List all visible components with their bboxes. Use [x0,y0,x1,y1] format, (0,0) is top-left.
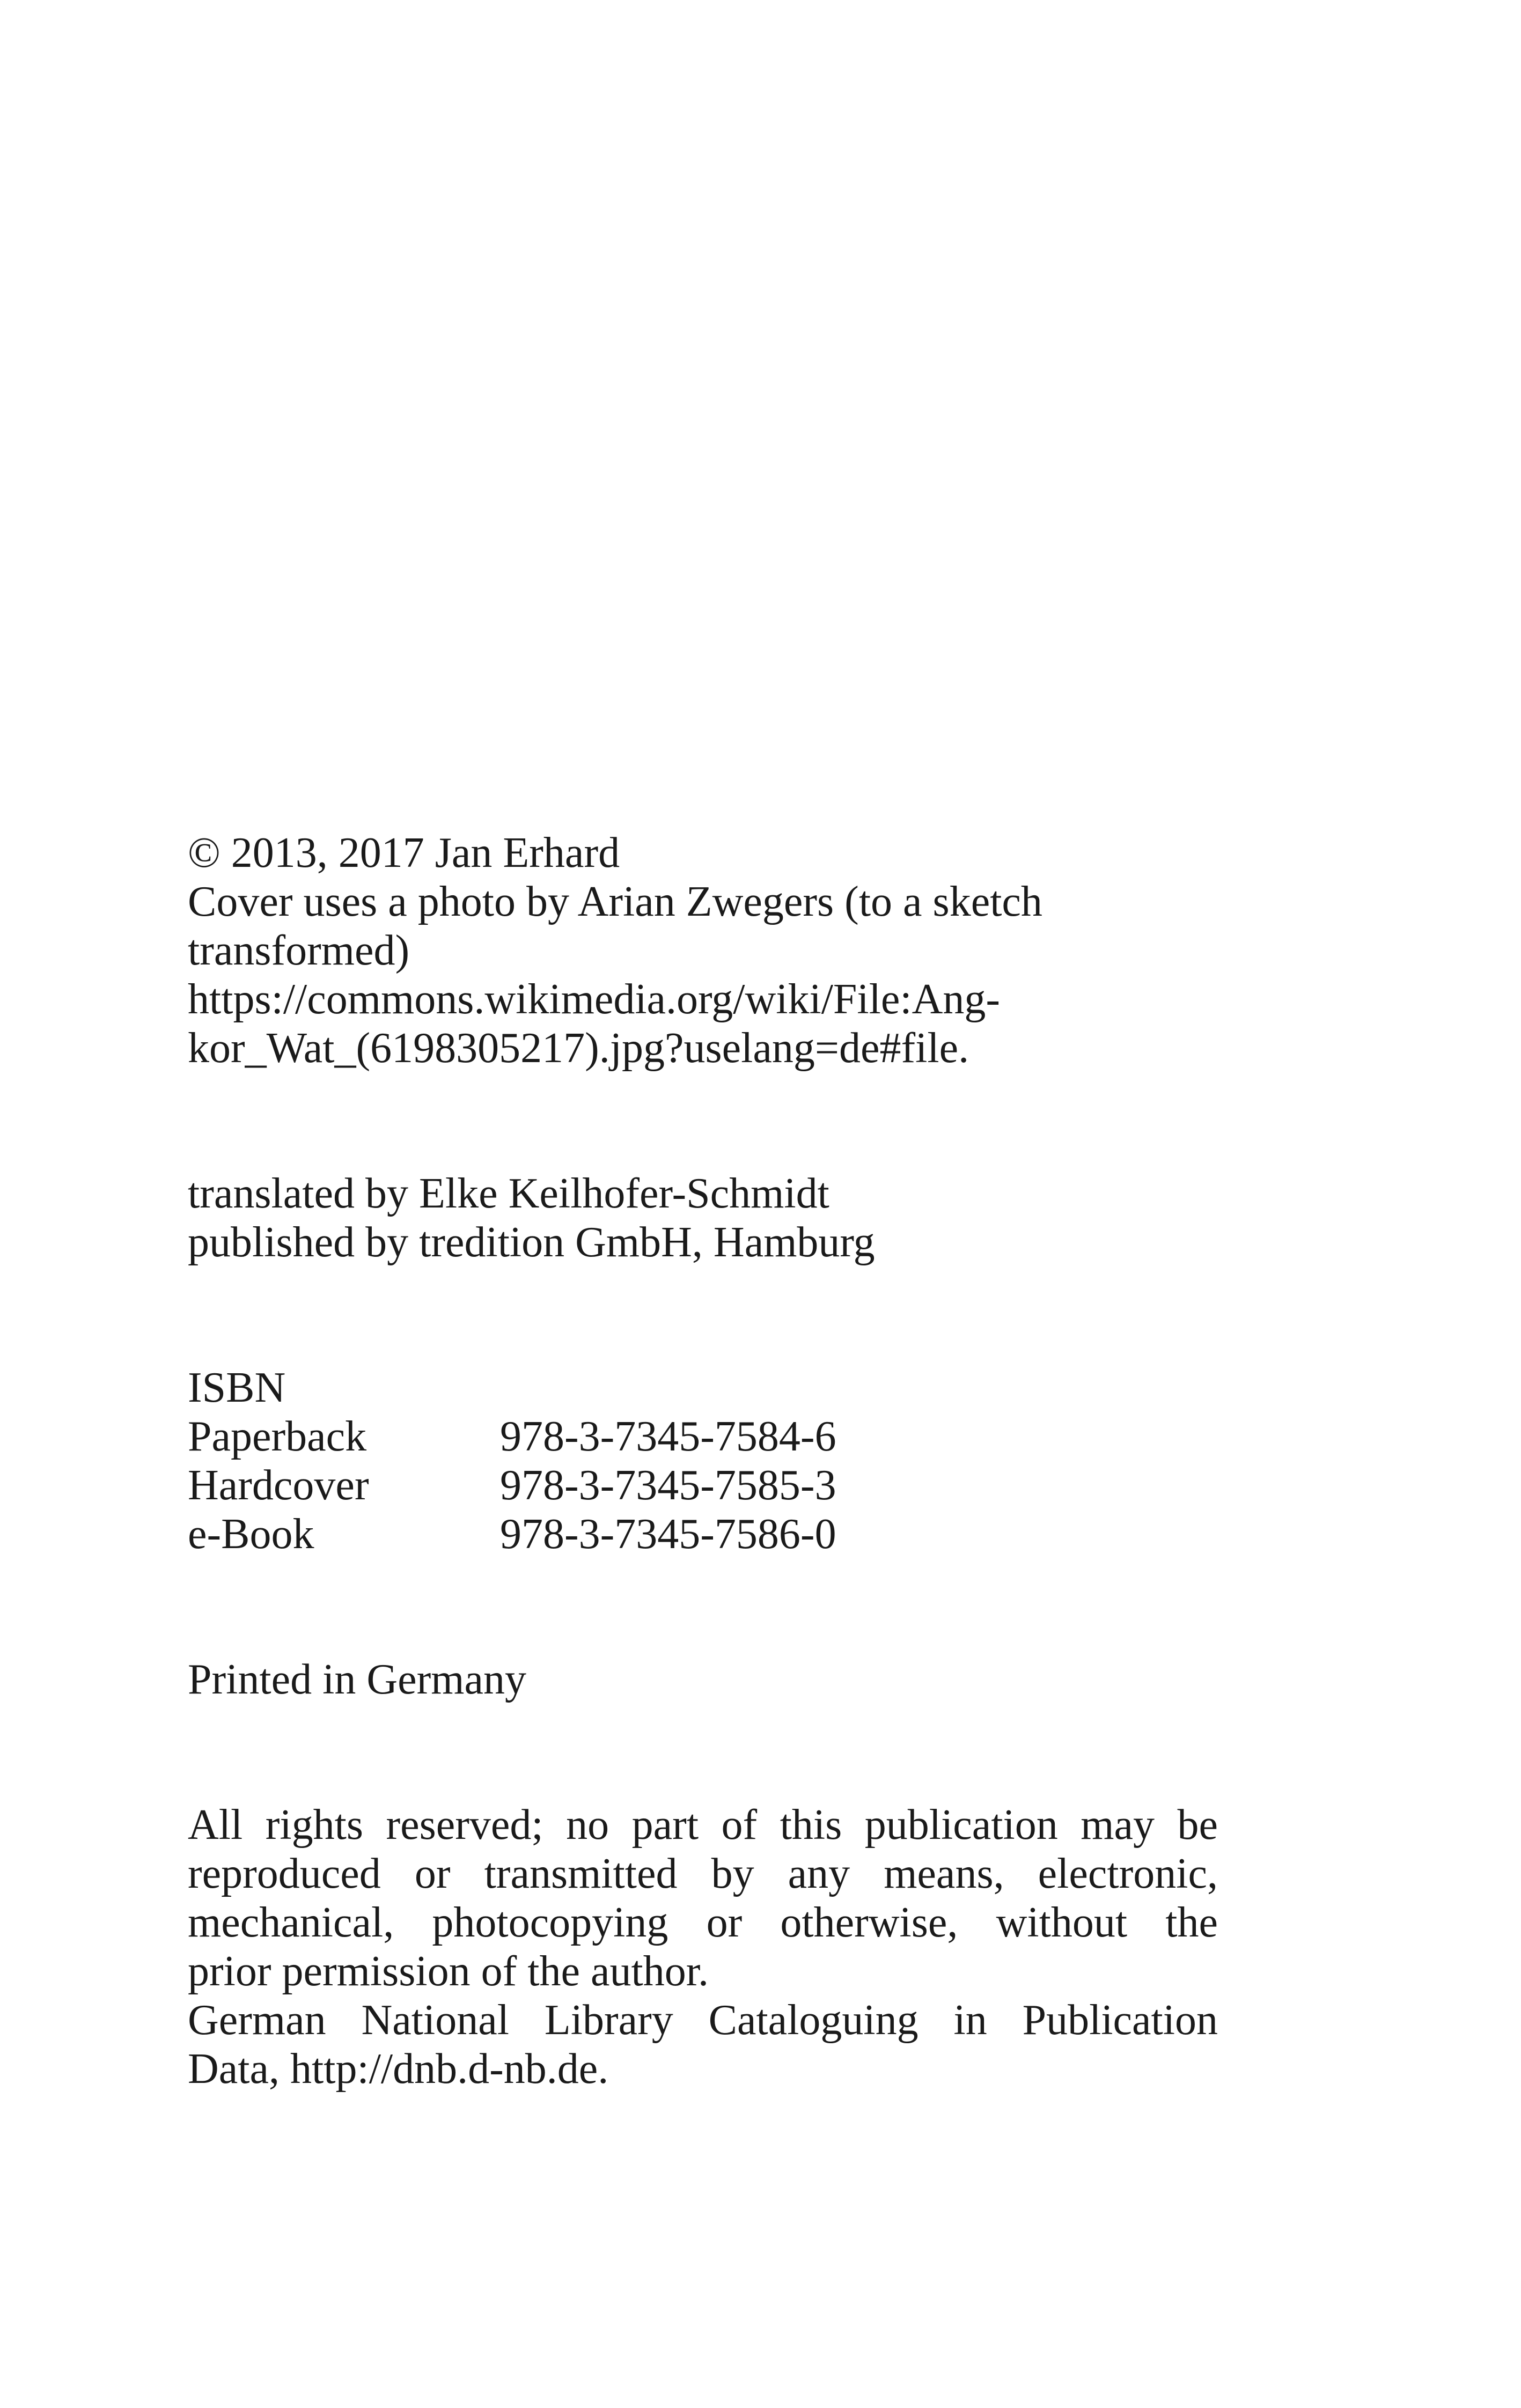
isbn-heading: ISBN [188,1364,286,1411]
rights-line-6: Data, http://dnb.d-nb.de. [188,2045,609,2093]
copyright-line: © 2013, 2017 Jan Erhard [188,829,620,877]
credits-block [188,1169,1218,1267]
isbn-number: 978-3-7345-7586-0 [500,1511,836,1558]
rights-line-4: prior permission of the author. [188,1948,709,1995]
isbn-number: 978-3-7345-7585-3 [500,1462,836,1509]
imprint-text [188,829,1218,2094]
copyright-block [188,829,1218,1073]
rights-line-5: German National Library Cataloguing in Publication [188,1997,1218,2044]
cover-url-line-1: https://commons.wikimedia.org/wiki/File:Ang- [188,976,1001,1023]
rights-line-1: All rights reserved; no part of this publication may be [188,1801,1218,1849]
cover-credit-line-2: transformed) [188,927,410,974]
translator-line: translated by Elke Keilhofer-Schmidt [188,1170,829,1217]
printed-in-line: Printed in Germany [188,1656,526,1703]
cover-url-line-2: kor_Wat_(6198305217).jpg?uselang=de#file. [188,1025,969,1072]
isbn-row-ebook [188,1510,1218,1559]
isbn-row-paperback [188,1412,1218,1461]
cover-credit-line-1: Cover uses a photo by Arian Zwegers (to a sketch [188,878,1042,925]
rights-block [188,1801,1218,2094]
isbn-number: 978-3-7345-7584-6 [500,1413,836,1460]
isbn-row-hardcover [188,1461,1218,1510]
printed-block [188,1655,1218,1704]
publisher-line: published by tredition GmbH, Hamburg [188,1219,875,1266]
isbn-block [188,1364,1218,1559]
isbn-format: Paperback [188,1413,367,1460]
isbn-format: Hardcover [188,1462,369,1509]
isbn-format: e-Book [188,1511,314,1558]
rights-line-3: mechanical, photocopying or otherwise, without the [188,1899,1218,1946]
rights-line-2: reproduced or transmitted by any means, electronic, [188,1850,1218,1897]
